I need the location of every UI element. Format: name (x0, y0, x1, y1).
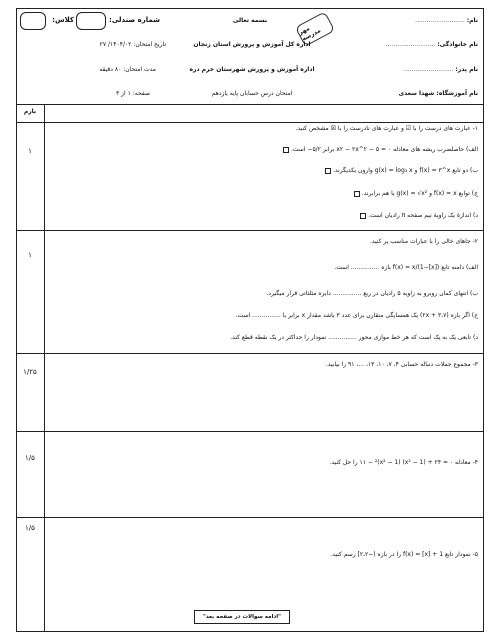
pages-label: صفحه: (132, 90, 150, 97)
exam-duration (56, 66, 156, 74)
q4-score: ۱/۵ (25, 454, 35, 462)
class-box[interactable] (20, 12, 46, 30)
duration-value: ۸۰ دقیقه (99, 66, 122, 73)
pages-value: ۱ از ۳ (115, 90, 131, 97)
q3-text: ۳- مجموع جملات دنباله حسابی ۴، ۷، ۱۰، ۱۳، ...، ۹۱ را بیابید. (325, 361, 478, 368)
student-name-row (336, 17, 478, 25)
checkbox-icon[interactable] (354, 191, 360, 197)
q1-c-text: ج) توابع f(x) = x و g(x) = √x² با هم برابرند. (361, 190, 478, 197)
q2-item-b: ب) انتهای کمان روبرو به زاویه ۵ رادیان در ربع ............... دایره مثلثاتی قرار میگیرد. (266, 290, 478, 297)
name-dots[interactable]: .......................... (415, 17, 465, 24)
q1-item-b (52, 167, 478, 175)
q3-score: ۱/۲۵ (23, 368, 37, 376)
q1-item-a (52, 146, 478, 154)
q1-item-d (52, 212, 478, 220)
father-label: نام پدر: (455, 66, 478, 73)
checkbox-icon[interactable] (325, 168, 331, 174)
header-bottom-line (16, 104, 484, 105)
dept-province: اداره کل آموزش و پرورش استان زنجان (193, 41, 311, 48)
exam-page (16, 8, 484, 632)
class-label: کلاس: (52, 16, 74, 24)
q3-bottom-line (16, 431, 484, 432)
stamp-text: مهر مدرسه (297, 24, 322, 43)
q2-bottom-line (16, 353, 484, 354)
table-header-line (16, 122, 484, 123)
q1-intro: ۱- عبارت های درست را با ☑ و عبارت های نادرست را با ☒ مشخص کنید. (295, 125, 478, 132)
q2-intro: ۲- جاهای خالی را با عبارات مناسب پر کنید. (369, 238, 478, 245)
father-dots[interactable]: .......................... (403, 66, 454, 73)
checkbox-icon[interactable] (283, 147, 289, 153)
seat-box[interactable] (76, 12, 106, 30)
duration-label: مدت امتحان: (123, 66, 156, 73)
q4-text: ۴- معادله ۰ = ۲۴ + (x² − 1) ۱۱ − ²(x² − 1) را حل کنید. (329, 459, 478, 466)
family-name-row (336, 41, 478, 49)
q1-item-c (52, 190, 478, 198)
score-header: بارم (23, 108, 37, 115)
exam-date-value: ۱۴۰۴/۰۲/ ۲۷ (99, 41, 132, 48)
page-frame (16, 8, 484, 632)
family-dots[interactable]: .......................... (385, 41, 436, 48)
q1-d-text: د) اندازهٔ یک زاویهٔ نیم صفحه π رادیان است. (368, 212, 478, 219)
q2-item-a: الف) دامنه تابع f(x) = x/(1−[x]) بازه ............... است. (334, 264, 478, 271)
page-count (70, 90, 150, 98)
q2-item-c: ج) اگر بازه (۲x + ۳،۷) یک همسایگی متقارن برای عدد ۳ باشد مقدار x برابر با ............... است. (235, 312, 478, 319)
q2-score: ۱ (28, 251, 32, 259)
continue-note: "ادامه سوالات در صفحه بعد" (194, 610, 290, 624)
exam-date-label: تاریخ امتحان: (133, 41, 166, 48)
basmala: بسمه تعالی (232, 17, 268, 24)
q1-b-text: ب) دو تابع f(x) = ۳^x و g(x) = log₃ x وارون یکدیگرند. (332, 167, 478, 174)
q2-item-d: د) تابعی یک به یک است که هر خط موازی محور ............... نمودار را حداکثر در یک نقطه قطع کند. (230, 334, 478, 341)
checkbox-icon[interactable] (360, 213, 366, 219)
q1-a-text: الف) حاصلضرب ریشه های معادله ۰ = ۵ − x۲ − ۲x^۲ برابر ۵/۲− است. (291, 146, 478, 153)
exam-date (66, 41, 166, 49)
course-title: امتحان درس حسابان پایه یازدهم (211, 90, 293, 97)
q1-bottom-line (16, 230, 484, 231)
q5-text: ۵- نمودار تابع f(x) = [x] + 1 را در بازه (−۲،۲] رسم کنید. (330, 551, 478, 558)
seat-label: شماره صندلی: (109, 16, 160, 24)
score-column-divider (44, 104, 45, 632)
q4-bottom-line (16, 517, 484, 518)
dept-city: اداره آموزش و پرورش شهرستان خرم دره (189, 66, 315, 73)
school-name: نام آموزشگاه: شهدا سعدی (398, 90, 478, 97)
family-label: نام خانوادگی: (437, 41, 478, 48)
q5-score: ۱/۵ (25, 524, 35, 532)
father-name-row (336, 66, 478, 74)
q1-score: ۱ (28, 147, 32, 155)
name-label: نام: (466, 17, 478, 24)
